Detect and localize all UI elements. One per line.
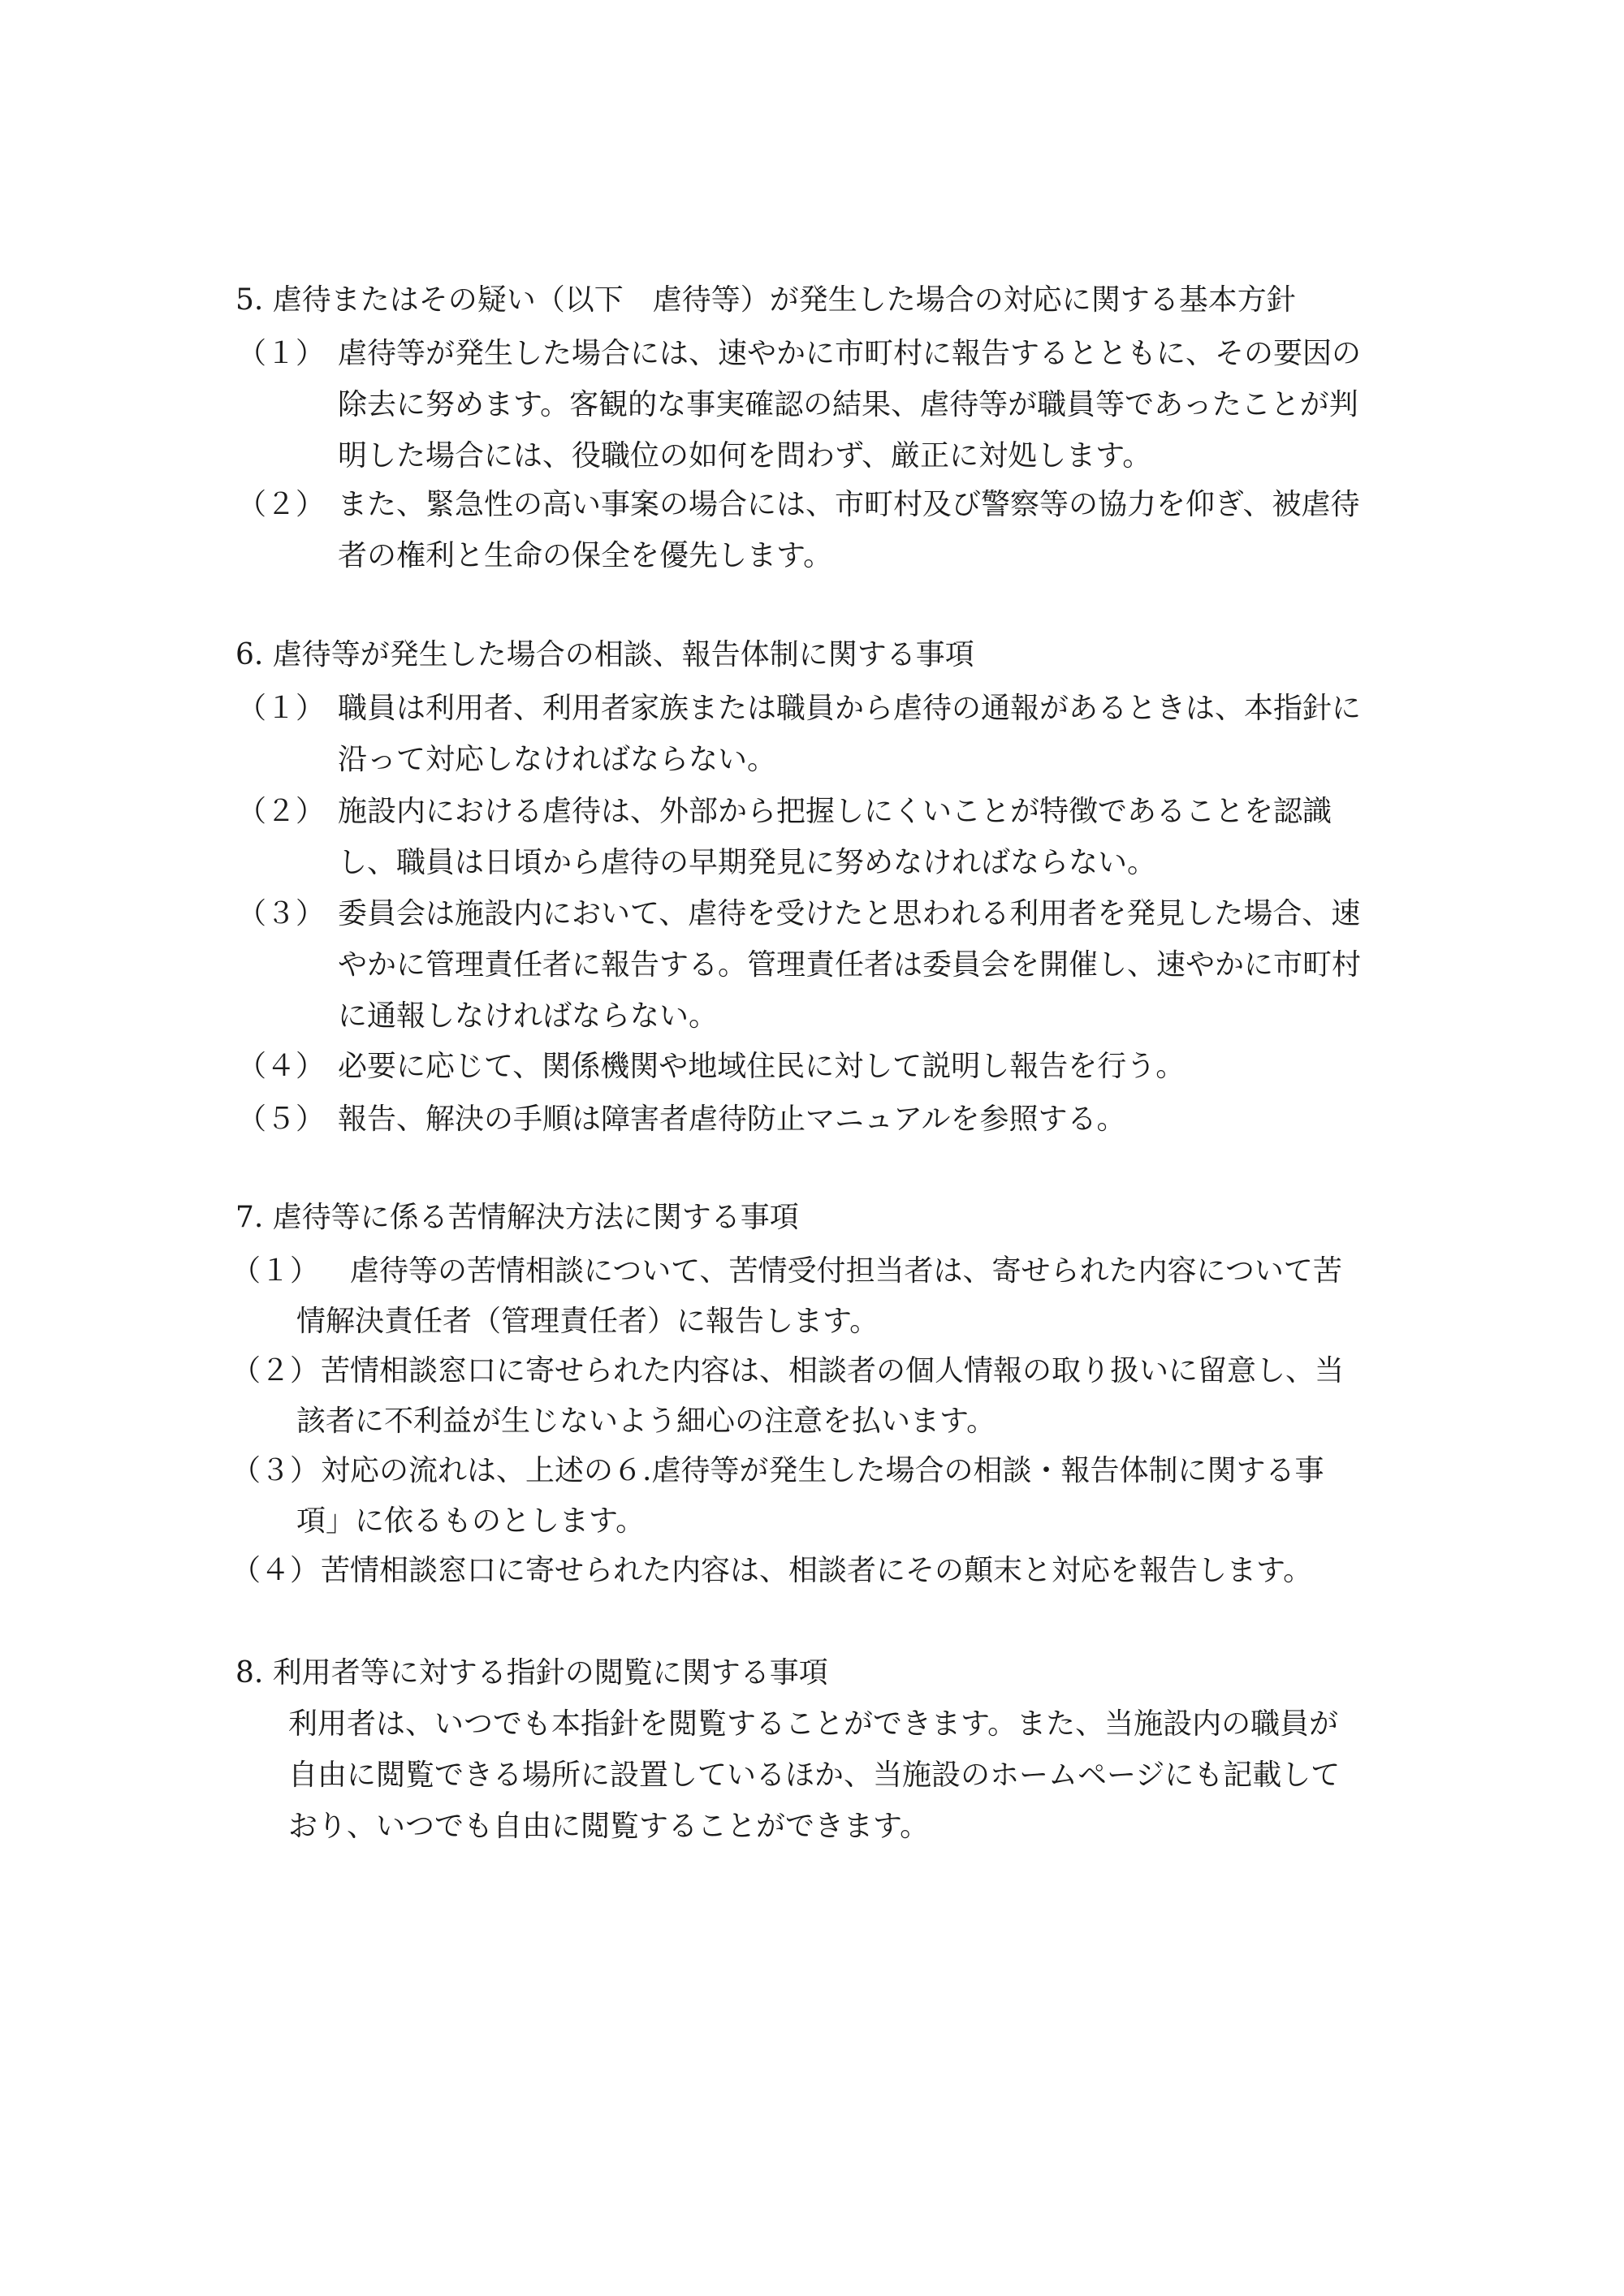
item-line: 明した場合には、役職位の如何を問わず、厳正に対処します。 bbox=[338, 439, 1152, 473]
item-number: （１） bbox=[237, 692, 326, 725]
item-line: また、緊急性の高い事案の場合には、市町村及び警察等の協力を仰ぎ、被虐待 bbox=[338, 488, 1360, 521]
paragraph-line: 利用者は、いつでも本指針を閲覧することができます。また、当施設内の職員が bbox=[288, 1707, 1339, 1741]
item-line: 除去に努めます。客観的な事実確認の結果、虐待等が職員等であったことが判 bbox=[338, 388, 1358, 421]
item-number: （２） bbox=[231, 1354, 320, 1388]
item-line: 苦情相談窓口に寄せられた内容は、相談者の個人情報の取り扱いに留意し、当 bbox=[321, 1354, 1345, 1388]
item-line: 報告、解決の手順は障害者虐待防止マニュアルを参照する。 bbox=[338, 1103, 1126, 1136]
item-line: 虐待等の苦情相談について、苦情受付担当者は、寄せられた内容について苦 bbox=[321, 1254, 1342, 1288]
item-number: （１） bbox=[231, 1254, 320, 1288]
paragraph-line: 自由に閲覧できる場所に設置しているほか、当施設のホームページにも記載して bbox=[288, 1759, 1341, 1792]
section-7-heading: 7. 虐待等に係る苦情解決方法に関する事項 bbox=[235, 1201, 799, 1234]
item-line: 職員は利用者、利用者家族または職員から虐待の通報があるときは、本指針に bbox=[338, 692, 1362, 725]
item-line: 情解決責任者（管理責任者）に報告します。 bbox=[296, 1305, 879, 1338]
item-line: 対応の流れは、上述の６.虐待等が発生した場合の相談・報告体制に関する事 bbox=[321, 1454, 1324, 1487]
item-number: （４） bbox=[231, 1554, 320, 1587]
item-line: 該者に不利益が生じないよう細心の注意を払います。 bbox=[296, 1405, 996, 1438]
item-number: （４） bbox=[237, 1050, 326, 1083]
item-number: （３） bbox=[237, 897, 326, 930]
item-line: 苦情相談窓口に寄せられた内容は、相談者にその顛末と対応を報告します。 bbox=[321, 1554, 1313, 1587]
item-number: （２） bbox=[237, 488, 326, 521]
section-5-heading: 5. 虐待またはその疑い（以下 虐待等）が発生した場合の対応に関する基本方針 bbox=[235, 283, 1296, 317]
item-line: 項」に依るものとします。 bbox=[296, 1504, 646, 1538]
item-number: （２） bbox=[237, 795, 326, 828]
item-number: （１） bbox=[237, 337, 326, 370]
item-line: 必要に応じて、関係機関や地域住民に対して説明し報告を行う。 bbox=[338, 1050, 1186, 1083]
item-line: 虐待等が発生した場合には、速やかに市町村に報告するとともに、その要因の bbox=[338, 337, 1362, 370]
item-line: やかに管理責任者に報告する。管理責任者は委員会を開催し、速やかに市町村 bbox=[338, 948, 1362, 982]
paragraph-line: おり、いつでも自由に閲覧することができます。 bbox=[288, 1810, 930, 1843]
section-6-heading: 6. 虐待等が発生した場合の相談、報告体制に関する事項 bbox=[235, 638, 974, 671]
item-number: （３） bbox=[231, 1454, 320, 1487]
item-line: 者の権利と生命の保全を優先します。 bbox=[338, 539, 833, 572]
section-8-heading: 8. 利用者等に対する指針の閲覧に関する事項 bbox=[235, 1656, 828, 1690]
item-line: し、職員は日頃から虐待の早期発見に努めなければならない。 bbox=[338, 846, 1157, 879]
item-line: 委員会は施設内において、虐待を受けたと思われる利用者を発見した場合、速 bbox=[338, 897, 1361, 930]
item-line: に通報しなければならない。 bbox=[338, 999, 719, 1033]
item-number: （５） bbox=[237, 1103, 326, 1136]
item-line: 施設内における虐待は、外部から把握しにくいことが特徴であることを認識 bbox=[338, 795, 1332, 828]
item-line: 沿って対応しなければならない。 bbox=[338, 743, 777, 776]
